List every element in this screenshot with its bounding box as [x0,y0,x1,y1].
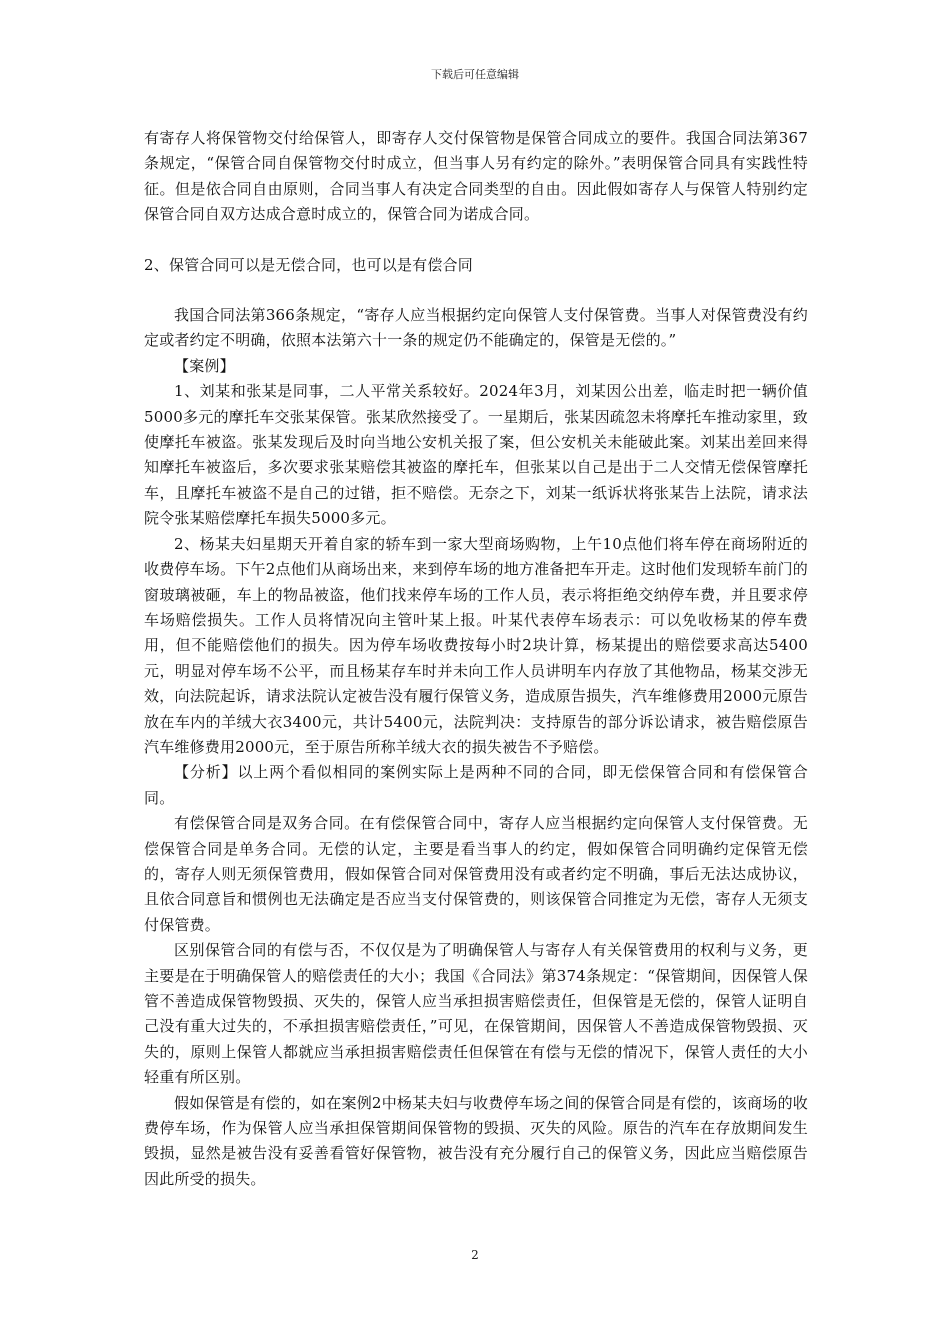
paragraph-paid-vs-free: 有偿保管合同是双务合同。在有偿保管合同中，寄存人应当根据约定向保管人支付保管费。无偿保管合同是单务合同。无偿的认定，主要是看当事人的约定，假如保管合同明确约定保管无偿的，寄存人则无须保管费用，假如保管合同对保管费用没有或者约定不明确，事后无法达成协议，且依合同意旨和惯例也无法确定是否应当支付保管费的，则该保管合同推定为无偿，寄存人无须支付保管费。 [144,814,808,934]
paragraph-article-366: 我国合同法第366条规定，“寄存人应当根据约定向保管人支付保管费。当事人对保管费没有约定或者约定不明确，依照本法第六十一条的规定仍不能确定的，保管是无偿的。” [144,306,808,350]
case-1-paragraph: 1、刘某和张某是同事，二人平常关系较好。2024年3月，刘某因公出差，临走时把一辆价值5000多元的摩托车交张某保管。张某欣然接受了。一星期后，张某因疏忽未将摩托车推动家里，致使摩托车被盗。张某发现后及时向当地公安机关报了案，但公安机关未能破此案。刘某出差回来得知摩托车被盗后，多次要求张某赔偿其被盗的摩托车，但张某以自己是出于二人交情无偿保管摩托车，且摩托车被盗不是自己的过错，拒不赔偿。无奈之下，刘某一纸诉状将张某告上法院，请求法院令张某赔偿摩托车损失5000多元。 [144,382,808,528]
paragraph-paid-liability: 假如保管是有偿的，如在案例2中杨某夫妇与收费停车场之间的保管合同是有偿的，该商场的收费停车场，作为保管人应当承担保管期间保管物的毁损、灭失的风险。原告的汽车在存放期间发生毁损，显然是被告没有妥善看管好保管物，被告没有充分履行自己的保管义务，因此应当赔偿原告因此所受的损失。 [144,1093,808,1188]
case-2-paragraph: 2、杨某夫妇星期天开着自家的轿车到一家大型商场购物，上午10点他们将车停在商场附近的收费停车场。下午2点他们从商场出来，来到停车场的地方准备把车开走。这时他们发现轿车前门的窗玻璃被砸，车上的物品被盗，他们找来停车场的工作人员，表示将拒绝交纳停车费，并且要求停车场赔偿损失。工作人员将情况向主管叶某上报。叶某代表停车场表示：可以免收杨某的停车费用，但不能赔偿他们的损失。因为停车场收费按每小时2块计算，杨某提出的赔偿要求高达5400元，明显对停车场不公平，而且杨某存车时并未向工作人员讲明车内存放了其他物品，杨某交涉无效，向法院起诉，请求法院认定被告没有履行保管义务，造成原告损失，汽车维修费用2000元原告放在车内的羊绒大衣3400元，共计5400元，法院判决：支持原告的部分诉讼请求，被告赔偿原告汽车维修费用2000元，至于原告所称羊绒大衣的损失被告不予赔偿。 [144,534,808,756]
page-number: 2 [471,1248,479,1262]
paragraph-contract-formation: 有寄存人将保管物交付给保管人，即寄存人交付保管物是保管合同成立的要件。我国合同法第367条规定，“保管合同自保管物交付时成立，但当事人另有约定的除外。”表明保管合同具有实践性特征。但是依合同自由原则，合同当事人有决定合同类型的自由。因此假如寄存人与保管人特别约定保管合同自双方达成合意时成立的，保管合同为诺成合同。 [144,129,808,224]
analysis-paragraph: 【分析】以上两个看似相同的案例实际上是两种不同的合同，即无偿保管合同和有偿保管合同。 [144,763,808,807]
section-heading-2: 2、保管合同可以是无偿合同，也可以是有偿合同 [144,255,473,274]
case-label: 【案例】 [174,356,235,375]
paragraph-article-374: 区别保管合同的有偿与否，不仅仅是为了明确保管人与寄存人有关保管费用的权利与义务，更主要是在于明确保管人的赔偿责任的大小；我国《合同法》第374条规定：“保管期间，因保管人保管不善造成保管物毁损、灭失的，保管人应当承担损害赔偿责任，但保管是无偿的，保管人证明自己没有重大过失的，不承担损害赔偿责任，”可见，在保管期间，因保管人不善造成保管物毁损、灭失的，原则上保管人都就应当承担损害赔偿责任但保管在有偿与无偿的情况下，保管人责任的大小轻重有所区别。 [144,941,808,1087]
document-body [144,126,808,1192]
page-header: 下载后可任意编辑 [431,68,519,81]
